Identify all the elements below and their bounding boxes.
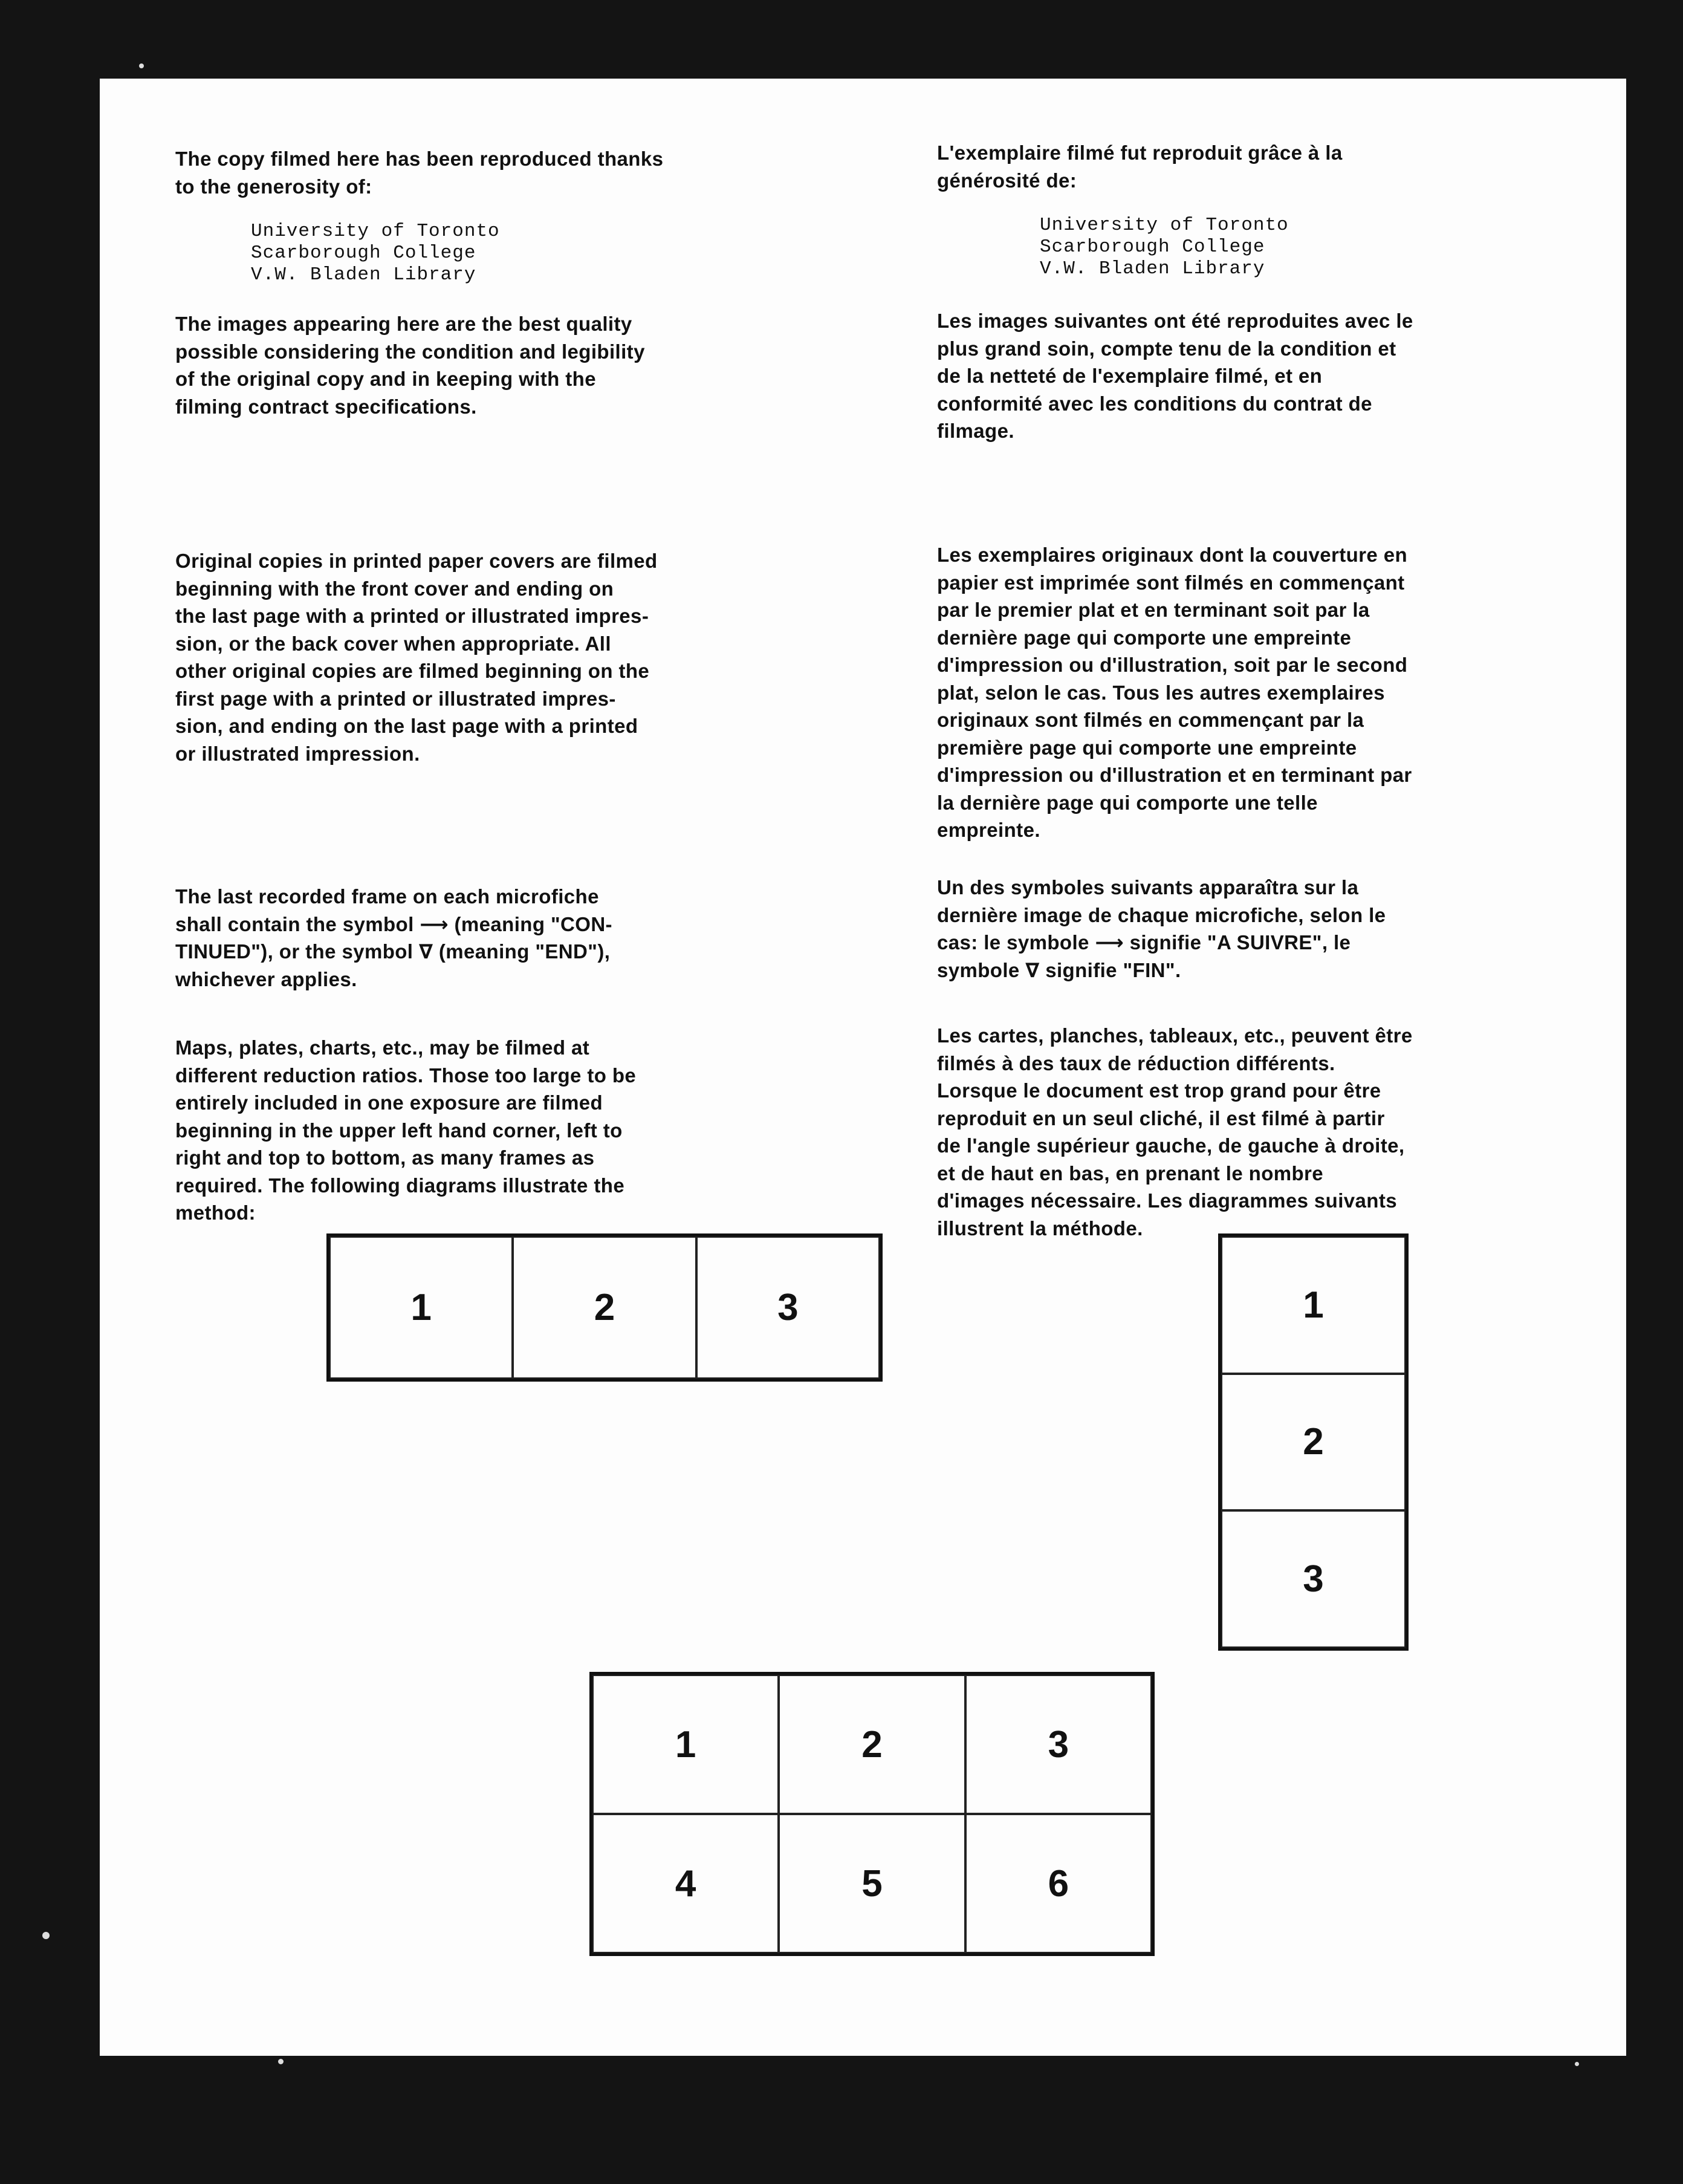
document-page	[100, 79, 1626, 2056]
originals-text-en: Original copies in printed paper covers are filmed beginning with the front cover and ending on the last page with a printed or illustrated impres- sion, or the back cover when appropriate. All other original copies are filmed beginning on the first page with a printed or illustrated impres- sion, and ending on the last page with a printed or illustrated impression.	[175, 550, 658, 765]
frame-cell: 1	[1221, 1237, 1406, 1374]
quality-text-en: The images appearing here are the best quality possible considering the condition and legibility of the original copy and in keeping with the filming contract specifications.	[175, 313, 645, 418]
frame-cell: 6	[965, 1814, 1152, 1953]
vertical-frames-diagram	[1218, 1233, 1409, 1651]
intro-text-en: The copy filmed here has been reproduced thanks to the generosity of:	[175, 148, 664, 198]
film-speck	[278, 2059, 284, 2064]
maps-text-fr: Les cartes, planches, tableaux, etc., peuvent être filmés à des taux de réduction différents. Lorsque le document est trop grand pour être reproduit en un seul cliché, il est filmé à partir de l'angle supérieur gauche, de gauche à droite, et de haut en bas, en prenant le nombre d'images nécessaire. Les diagrammes suivants illustrent la méthode.	[937, 1024, 1413, 1240]
symbols-text-en: The last recorded frame on each microfiche shall contain the symbol ⟶ (meaning "CON- TINUED"), or the symbol ∇ (meaning "END"), whichever applies.	[175, 885, 612, 990]
frame-cell: 4	[592, 1814, 779, 1953]
frame-cell: 2	[779, 1675, 965, 1814]
quality-text-fr: Les images suivantes ont été reproduites avec le plus grand soin, compte tenu de la condition et de la netteté de l'exemplaire filmé, et en conformité avec les conditions du contrat de filmage.	[937, 310, 1413, 442]
frame-cell: 5	[779, 1814, 965, 1953]
frame-cell: 2	[513, 1237, 696, 1379]
frame-cell: 1	[592, 1675, 779, 1814]
library-address-en: University of Toronto Scarborough College V.W. Bladen Library	[251, 221, 500, 285]
grid-frames-diagram	[589, 1672, 1155, 1956]
frame-cell: 3	[1221, 1510, 1406, 1648]
horizontal-frames-diagram	[326, 1233, 883, 1382]
film-speck	[1575, 2062, 1579, 2066]
maps-text-en: Maps, plates, charts, etc., may be filmed at different reduction ratios. Those too large to be entirely included in one exposure are filmed beginning in the upper left hand corner, left to right and top to bottom, as many frames as required. The following diagrams illustrate the method:	[175, 1036, 637, 1224]
film-speck	[139, 63, 144, 68]
intro-text-fr: L'exemplaire filmé fut reproduit grâce à la générosité de:	[937, 141, 1343, 192]
film-speck	[42, 1932, 50, 1939]
frame-cell: 1	[329, 1237, 513, 1379]
symbols-text-fr: Un des symboles suivants apparaîtra sur la dernière image de chaque microfiche, selon le cas: le symbole ⟶ signifie "A SUIVRE", le symbole ∇ signifie "FIN".	[937, 876, 1386, 981]
frame-cell: 3	[965, 1675, 1152, 1814]
frame-cell: 2	[1221, 1374, 1406, 1511]
originals-text-fr: Les exemplaires originaux dont la couverture en papier est imprimée sont filmés en commençant par le premier plat et en terminant soit par la dernière page qui comporte une empreinte d'impression ou d'illustration, soit par le second plat, selon le cas. Tous les autres exemplaires originaux sont filmés en commençant par la première page qui comporte une empreinte d'impression ou d'illustration et en terminant par la dernière page qui comporte une telle empreinte.	[937, 544, 1412, 841]
frame-cell: 3	[696, 1237, 880, 1379]
library-address-fr: University of Toronto Scarborough College V.W. Bladen Library	[1040, 215, 1289, 279]
